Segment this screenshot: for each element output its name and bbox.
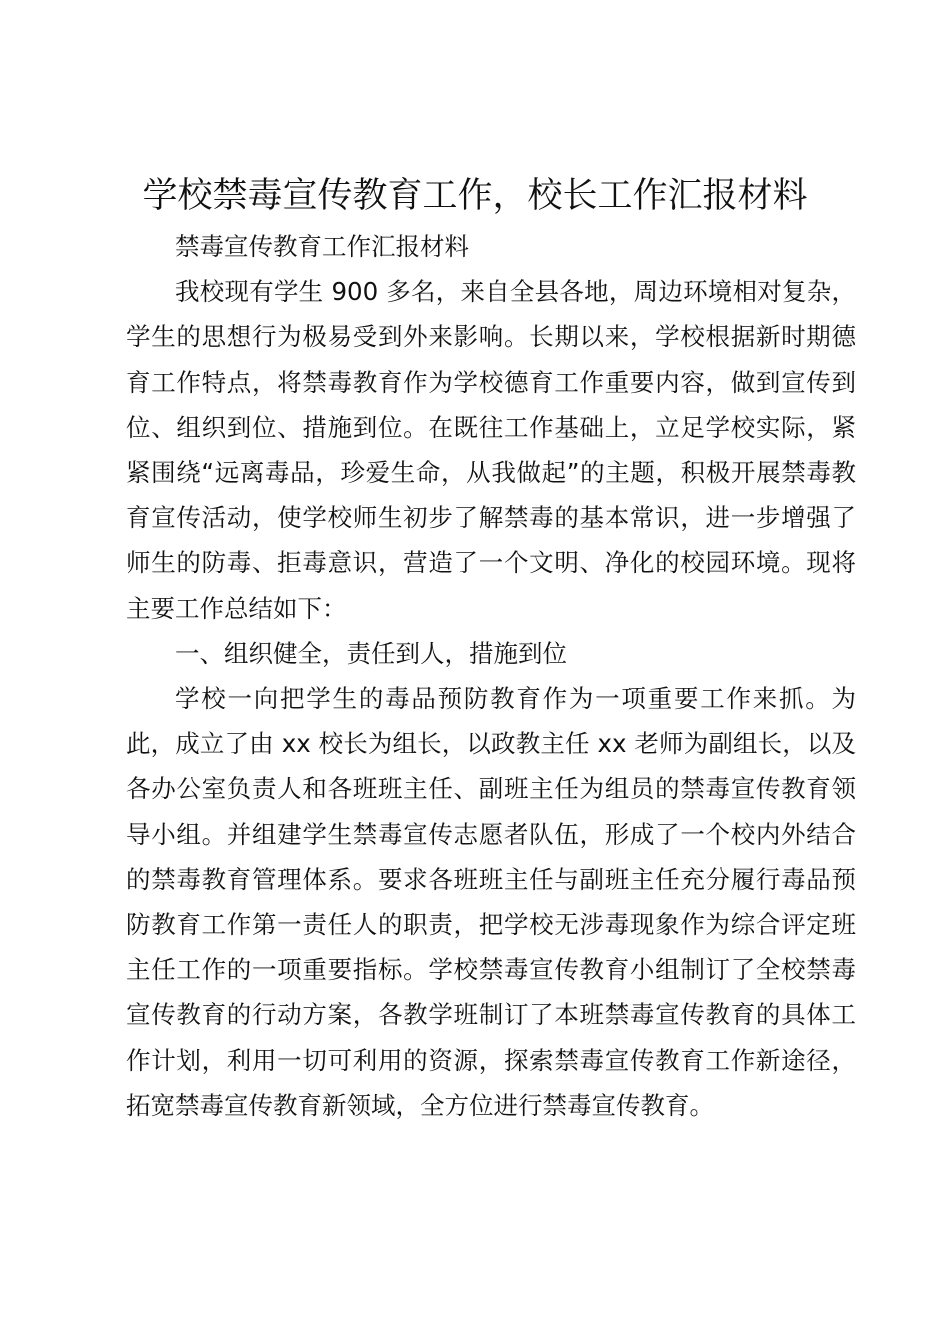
- section-heading: 一、组织健全，责任到人，措施到位: [175, 638, 567, 668]
- document-body: [126, 224, 856, 1128]
- section-paragraph: 学校一向把学生的毒品预防教育作为一项重要工作来抓。为此，成立了由 xx 校长为组长，以政教主任 xx 老师为副组长，以及各办公室负责人和各班班主任、副班主任为组员的禁毒宣传教育领导小组。并组建学生禁毒宣传志愿者队伍，形成了一个校内外结合的禁毒教育管理体系。要求各班班主任与副班主任充分履行毒品预防教育工作第一责任人的职责，把学校无涉毒现象作为综合评定班主任工作的一项重要指标。学校禁毒宣传教育小组制订了全校禁毒宣传教育的行动方案，各教学班制订了本班禁毒宣传教育的具体工作计划，利用一切可利用的资源，探索禁毒宣传教育工作新途径，拓宽禁毒宣传教育新领域，全方位进行禁毒宣传教育。: [126, 684, 856, 1120]
- intro-paragraph: 我校现有学生 900 多名，来自全县各地，周边环境相对复杂，学生的思想行为极易受到外来影响。长期以来，学校根据新时期德育工作特点，将禁毒教育作为学校德育工作重要内容，做到宣传到位、组织到位、措施到位。在既往工作基础上，立足学校实际，紧紧围绕“远离毒品，珍爱生命，从我做起”的主题，积极开展禁毒教育宣传活动，使学校师生初步了解禁毒的基本常识，进一步增强了师生的防毒、拒毒意识，营造了一个文明、净化的校园环境。现将主要工作总结如下：: [126, 277, 856, 623]
- document-title: 学校禁毒宣传教育工作，校长工作汇报材料: [142, 176, 808, 216]
- subtitle-paragraph: 禁毒宣传教育工作汇报材料: [175, 232, 469, 261]
